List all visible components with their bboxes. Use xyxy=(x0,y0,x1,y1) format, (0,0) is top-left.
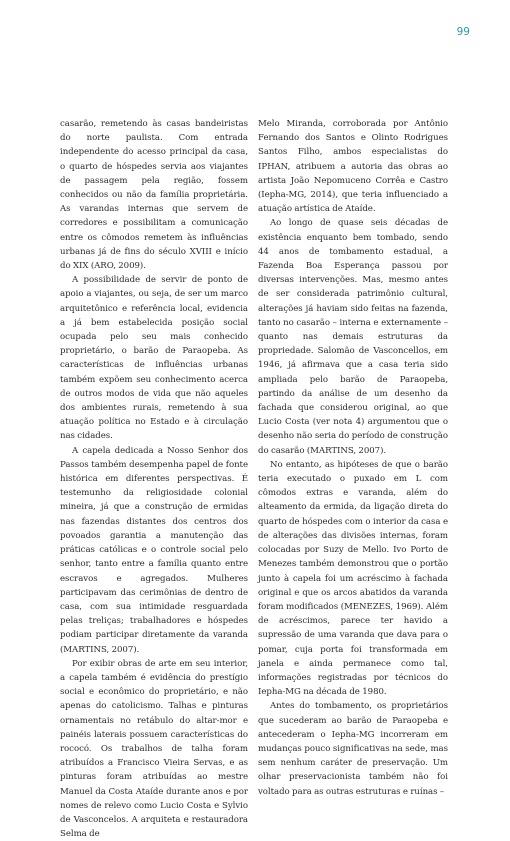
paragraph: Melo Miranda, corroborada por Antônio Fernando dos Santos e Olinto Rodrigues Santos Filho, ambos especialistas do IPHAN, atribuem a autoria das obras ao artista João Nepomuceno Corrêa e Castro (Iepha-MG, 2014), que teria influenciado a atuação artística de Ataíde. xyxy=(258,119,448,215)
right-text-column xyxy=(258,117,448,799)
paragraph: Por exibir obras de arte em seu interior, a capela também é evidência do prestígio social e econômico do proprietário, e não apenas do catolicismo. Talhas e pinturas ornamentais no retábulo do altar-mor e painéis laterais possuem características do rococó. Os trabalhos de talha foram atribuídos a Francisco Vieira Servas, e as pinturas foram atribuídas ao mestre Manuel da Costa Ataíde durante anos e por nomes de relevo como Lucio Costa e Sylvio de Vasconcelos. A arquiteta e restauradora Selma de xyxy=(60,658,248,840)
left-text-column xyxy=(60,117,248,841)
paragraph: Ao longo de quase seis décadas de existência enquanto bem tombado, sendo 44 anos de tombamento estadual, a Fazenda Boa Esperança passou por diversas intervenções. Mas, mesmo antes de ser considerada patrimônio cultural, alterações já haviam sido feitas na fazenda, tanto no casarão – interna e externamente – quanto nas demais estruturas da propriedade. Salomão de Vasconcellos, em 1946, já afirmava que a casa teria sido ampliada pelo barão de Paraopeba, partindo da análise de um desenho da fachada que considerou original, ao que Lucio Costa (ver nota 4) argumentou que o desenho não seria do período de construção do casarão (MARTINS, 2007). xyxy=(258,218,448,456)
paragraph: A possibilidade de servir de ponto de apoio a viajantes, ou seja, de ser um marco arquitetônico e referência local, evidencia a já bem estabelecida posição social ocupada pelo seu mais conhecido proprietário, o barão de Paraopeba. As características de influências urbanas também expõem seu conhecimento acerca de outros modos de vida que não aqueles dos ambientes rurais, remetendo à sua atuação política no Estado e à circulação nas cidades. xyxy=(60,275,248,442)
paragraph: casarão, remetendo às casas bandeiristas do norte paulista. Com entrada independente do acesso principal da casa, o quarto de hóspedes servia aos viajantes de passagem pela região, fossem conhecidos ou não da família proprietária. As varandas internas que servem de corredores e possibilitam a comunicação entre os cômodos remetem às influências urbanas já de fins do século XVIII e início do XIX (ARO, 2009). xyxy=(60,119,248,272)
paragraph: Antes do tombamento, os proprietários que sucederam ao barão de Paraopeba e antecederam o Iepha-MG incorreram em mudanças pouco significativas na sede, mas sem nenhum caráter de preservação. Um olhar preservacionista também não foi voltado para as outras estruturas e ruínas – xyxy=(258,701,448,797)
paragraph: No entanto, as hipóteses de que o barão teria executado o puxado em L com cômodos extras e varanda, além do alteamento da ermida, da ligação direta do quarto de hóspedes com o interior da casa e de alterações das divisões internas, foram colocadas por Suzy de Mello. Ivo Porto de Menezes também demonstrou que o portão junto à capela foi um acréscimo à fachada original e que os arcos abatidos da varanda foram modificados (MENEZES, 1969). Além de acréscimos, parece ter havido a supressão de uma varanda que dava para o pomar, cuja porta foi transformada em janela e ainda permanece como tal, informações registradas por técnicos do Iepha-MG na década de 1980. xyxy=(258,459,448,698)
paragraph: A capela dedicada a Nosso Senhor dos Passos também desempenha papel de fonte histórica em diferentes perspectivas. É testemunho da religiosidade colonial mineira, já que a construção de ermidas nas fazendas distantes dos centros dos povoados garantia a manutenção das práticas católicas e o controle social pelo senhor, tanto entre a família quanto entre escravos e agregados. Mulheres participavam das cerimônias de dentro de casa, com sua intimidade resguardada pelas treliças; trabalhadores e hóspedes podiam participar diretamente da varanda (MARTINS, 2007). xyxy=(60,445,248,655)
page-number: 99 xyxy=(456,26,470,38)
